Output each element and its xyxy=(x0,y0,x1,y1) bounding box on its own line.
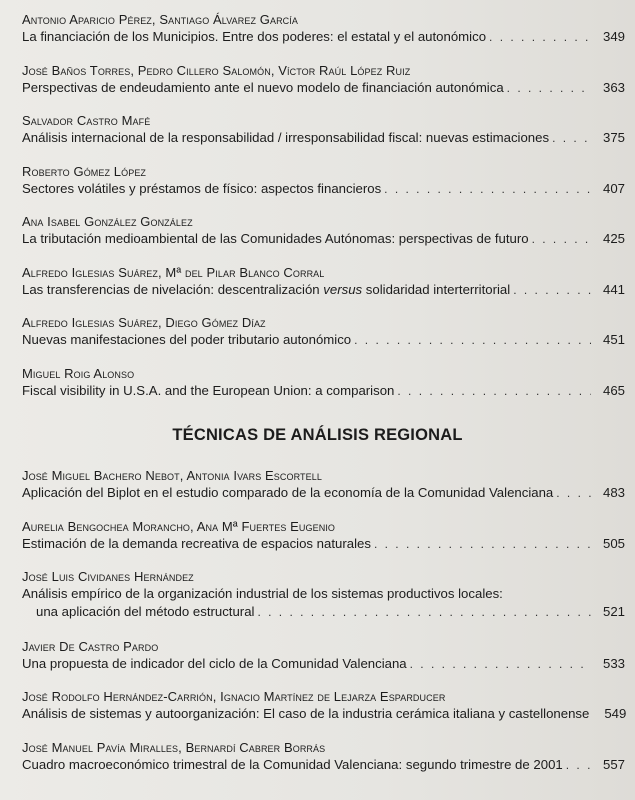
dot-leader xyxy=(397,383,591,400)
dot-leader xyxy=(532,231,591,248)
toc-entry xyxy=(22,689,625,723)
entry-authors: Javier De Castro Pardo xyxy=(22,638,159,654)
dot-leader xyxy=(489,29,591,46)
entry-page-number: 465 xyxy=(602,382,625,398)
entry-authors: Aurelia Bengochea Morancho, Ana Mª Fuertes Eugenio xyxy=(22,518,336,534)
entry-title: Estimación de la demanda recreativa de espacios naturales xyxy=(22,535,371,551)
toc-section-top xyxy=(22,12,625,416)
entry-page-number: 349 xyxy=(602,29,625,44)
entry-page-number: 557 xyxy=(602,756,625,772)
toc-entry xyxy=(22,164,625,198)
dot-leader xyxy=(410,656,591,673)
entry-title: Aplicación del Biplot en el estudio comparado de la economía de la Comunidad Valenciana xyxy=(22,485,554,500)
entry-title-part: Las transferencias de nivelación: descentralización xyxy=(22,281,324,297)
dot-leader xyxy=(374,536,591,553)
dot-leader xyxy=(354,332,591,349)
entry-authors: Miguel Roig Alonso xyxy=(22,365,135,381)
toc-entry xyxy=(22,113,625,147)
entry-line xyxy=(22,79,625,97)
toc-entry xyxy=(22,519,625,553)
entry-line xyxy=(22,180,625,198)
toc-entry xyxy=(22,468,625,502)
entry-authors: Alfredo Iglesias Suárez, Diego Gómez Díaz xyxy=(22,315,266,330)
entry-page-number: 533 xyxy=(602,655,625,671)
entry-page-number: 441 xyxy=(602,281,625,297)
toc-entry xyxy=(22,315,625,349)
entry-page-number: 549 xyxy=(604,706,627,721)
entry-line xyxy=(22,705,625,723)
entry-line xyxy=(22,28,625,46)
entry-title xyxy=(22,281,510,298)
entry-page-number: 521 xyxy=(602,604,625,619)
toc-entry xyxy=(22,12,625,46)
entry-line xyxy=(22,484,625,502)
entry-line xyxy=(22,129,625,147)
entry-title: Fiscal visibility in U.S.A. and the European Union: a comparison xyxy=(22,382,395,398)
entry-title-emphasis: versus xyxy=(323,281,363,297)
entry-title: Una propuesta de indicador del ciclo de la Comunidad Valenciana xyxy=(22,655,407,671)
entry-page-number: 363 xyxy=(602,79,625,95)
entry-line xyxy=(22,602,625,622)
dot-leader xyxy=(552,130,591,147)
entry-title: una aplicación del método estructural xyxy=(36,604,255,619)
dot-leader xyxy=(566,757,591,774)
toc-entry xyxy=(22,740,625,774)
entry-authors: Ana Isabel González González xyxy=(22,214,193,229)
toc-entry xyxy=(22,265,625,299)
entry-line xyxy=(22,382,625,400)
toc-section-bottom xyxy=(22,468,625,790)
entry-line xyxy=(22,585,625,602)
entry-title: La financiación de los Municipios. Entre dos poderes: el estatal y el autonómico xyxy=(22,29,487,44)
toc-entry xyxy=(22,639,625,673)
toc-entry xyxy=(22,63,625,97)
entry-page-number: 451 xyxy=(602,332,625,347)
section-heading: TÉCNICAS DE ANÁLISIS REGIONAL xyxy=(172,426,463,444)
entry-line xyxy=(22,230,625,248)
entry-authors: José Manuel Pavía Miralles, Bernardí Cabrer Borrás xyxy=(22,739,326,755)
entry-authors: José Miguel Bachero Nebot, Antonia Ivars Escortell xyxy=(22,468,322,483)
entry-title: Nuevas manifestaciones del poder tributario autonómico xyxy=(22,332,352,347)
entry-authors: José Rodolfo Hernández-Carrión, Ignacio Martínez de Lejarza Esparducer xyxy=(22,689,446,704)
entry-title: La tributación medioambiental de las Comunidades Autónomas: perspectivas de futuro xyxy=(22,231,529,246)
entry-title: Análisis de sistemas y autoorganización: El caso de la industria cerámica italiana y castellonense xyxy=(22,706,590,721)
entry-authors: Antonio Aparicio Pérez, Santiago Álvarez García xyxy=(22,12,298,27)
entry-line xyxy=(22,281,625,299)
dot-leader xyxy=(513,282,591,299)
entry-title-part: solidaridad interterritorial xyxy=(362,281,511,297)
entry-authors: Roberto Gómez López xyxy=(22,163,147,179)
entry-title: Cuadro macroeconómico trimestral de la Comunidad Valenciana: segundo trimestre de 2001 xyxy=(22,756,563,772)
entry-title: Análisis internacional de la responsabilidad / irresponsabilidad fiscal: nuevas estimaciones xyxy=(22,130,550,145)
entry-authors: Alfredo Iglesias Suárez, Mª del Pilar Blanco Corral xyxy=(22,264,325,280)
entry-page-number: 425 xyxy=(602,231,625,246)
dot-leader xyxy=(257,602,591,622)
entry-page-number: 375 xyxy=(602,130,625,145)
dot-leader xyxy=(384,181,591,198)
toc-entry xyxy=(22,366,625,400)
entry-line xyxy=(22,756,625,774)
entry-line xyxy=(22,535,625,553)
entry-line xyxy=(22,331,625,349)
entry-title: Perspectivas de endeudamiento ante el nuevo modelo de financiación autonómica xyxy=(22,79,504,95)
entry-page-number: 505 xyxy=(602,535,625,551)
entry-authors: José Baños Torres, Pedro Cillero Salomón, Víctor Raúl López Ruiz xyxy=(22,62,411,78)
dot-leader xyxy=(556,485,591,502)
dot-leader xyxy=(507,80,591,97)
entry-page-number: 483 xyxy=(602,485,625,500)
entry-title-first-line: Análisis empírico de la organización industrial de los sistemas productivos locales: xyxy=(22,586,503,601)
toc-entry xyxy=(22,214,625,248)
entry-page-number: 407 xyxy=(602,180,625,196)
toc-entry xyxy=(22,569,625,622)
entry-authors: Salvador Castro Mafé xyxy=(22,113,151,128)
entry-authors: José Luis Cividanes Hernández xyxy=(22,569,194,584)
entry-title: Sectores volátiles y préstamos de físico: aspectos financieros xyxy=(22,180,382,196)
entry-line xyxy=(22,655,625,673)
